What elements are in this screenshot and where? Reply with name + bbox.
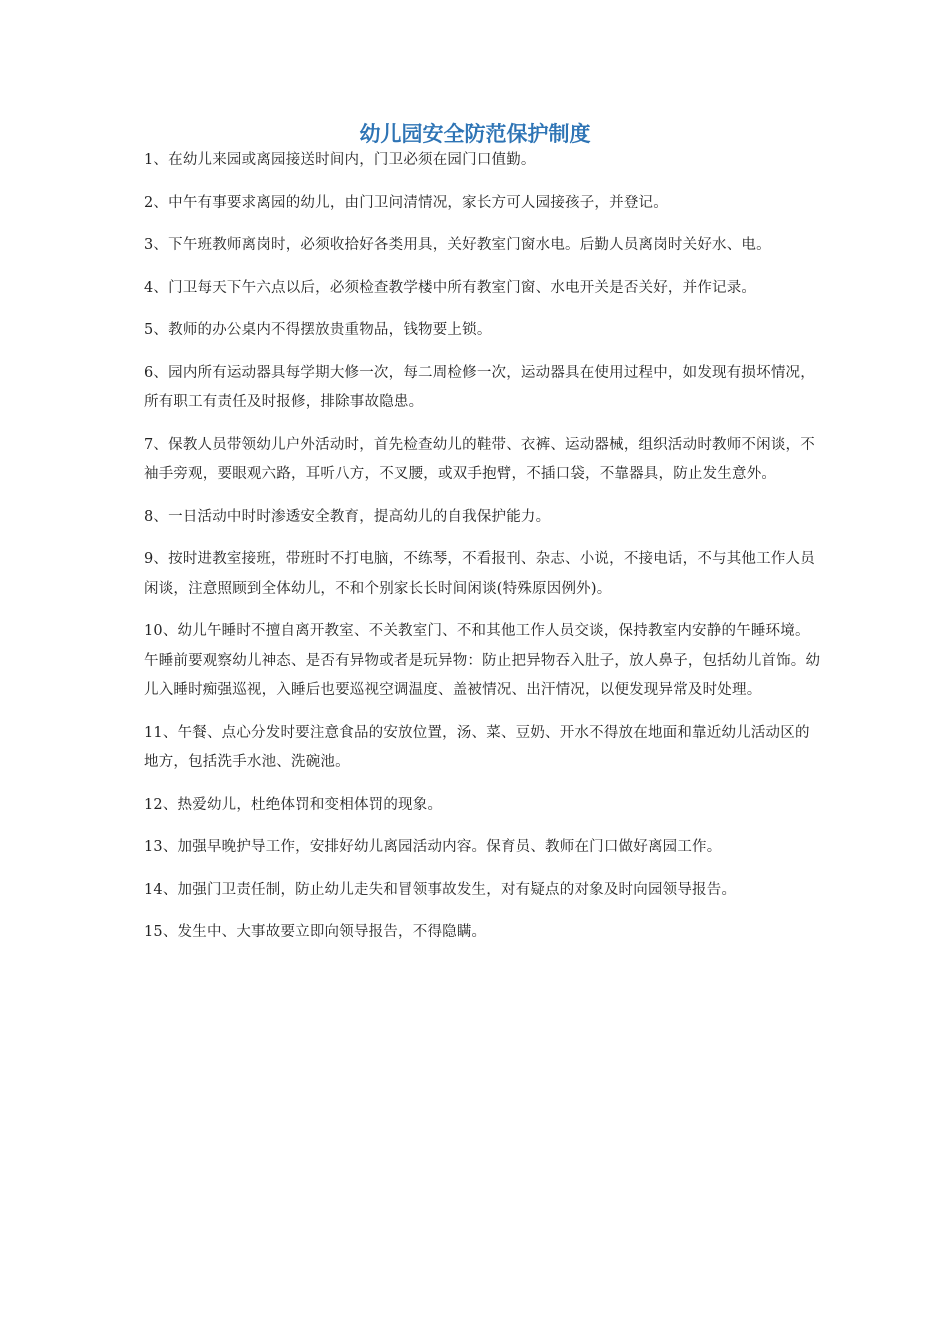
rule-item-10: 10、幼儿午睡时不擅自离开教室、不关教室门、不和其他工作人员交谈，保持教室内安静的午睡环境。午睡前要观察幼儿神态、是否有异物或者是玩异物：防止把异物吞入肚子，放人鼻子，包括幼儿首饰。幼儿入睡时痴强巡视，入睡后也要巡视空调温度、盖被情况、出汗情况，以便发现异常及时处理。 <box>144 623 821 698</box>
rule-item-14: 14、加强门卫责任制，防止幼儿走失和冒领事故发生，对有疑点的对象及时向园领导报告。 <box>144 881 737 898</box>
rule-item-13: 13、加强早晚护导工作，安排好幼儿离园活动内容。保育员、教师在门口做好离园工作。 <box>144 839 722 855</box>
rule-item-12: 12、热爱幼儿，杜绝体罚和变相体罚的现象。 <box>144 796 443 813</box>
rule-item-15: 15、发生中、大事故要立即向领导报告，不得隐瞒。 <box>144 924 487 940</box>
rule-item-3: 3、下午班教师离岗时，必须收拾好各类用具，关好教室门窗水电。后勤人员离岗时关好水、电。 <box>144 237 771 253</box>
rule-item-11: 11、午餐、点心分发时要注意食品的安放位置，汤、菜、豆奶、开水不得放在地面和靠近幼儿活动区的地方，包括洗手水池、洗碗池。 <box>144 724 810 770</box>
rule-item-8: 8、一日活动中时时渗透安全教育，提高幼儿的自我保护能力。 <box>144 508 551 525</box>
document-body <box>144 146 824 961</box>
rule-item-4: 4、门卫每天下午六点以后，必须检查教学楼中所有教室门窗、水电开关是否关好，并作记录。 <box>144 279 757 296</box>
rule-item-2: 2、中午有事要求离园的幼儿，由门卫问清情况，家长方可人园接孩子，并登记。 <box>144 194 668 211</box>
document-title: 幼儿园安全防范保护制度 <box>359 122 591 146</box>
rule-item-7: 7、保教人员带领幼儿户外活动时，首先检查幼儿的鞋带、衣裤、运动器械，组织活动时教师不闲谈，不袖手旁观，要眼观六路，耳听八方，不叉腰，或双手抱臂，不插口袋，不靠器具，防止发生意外。 <box>144 436 815 482</box>
rule-item-1: 1、在幼儿来园或离园接送时间内，门卫必须在园门口值勤。 <box>144 152 536 168</box>
rule-item-5: 5、教师的办公桌内不得摆放贵重物品，钱物要上锁。 <box>144 322 492 338</box>
rule-item-9: 9、按时进教室接班，带班时不打电脑，不练琴，不看报刊、杂志、小说，不接电话，不与其他工作人员闲谈，注意照顾到全体幼儿，不和个别家长长时间闲谈(特殊原因例外)。 <box>144 551 815 597</box>
rule-item-6: 6、园内所有运动器具每学期大修一次，每二周检修一次，运动器具在使用过程中，如发现有损坏情况，所有职工有责任及时报修，排除事故隐患。 <box>144 364 815 410</box>
